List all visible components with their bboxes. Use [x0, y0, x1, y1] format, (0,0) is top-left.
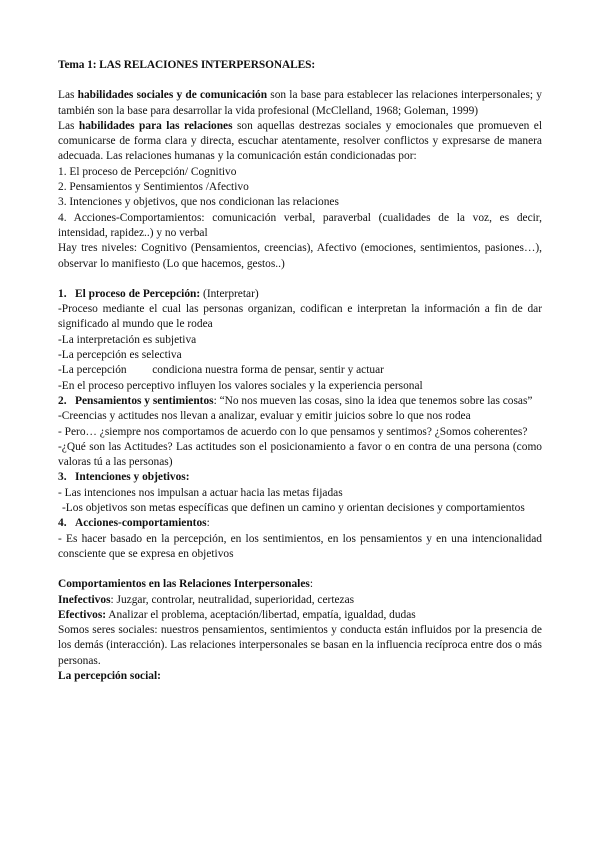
intro-paragraph-1: Las habilidades sociales y de comunicación son la base para establecer las relaciones interpersonales; y también son la base para desarrollar la vida profesional (McClelland, 1968; Goleman, 1999): [58, 89, 542, 117]
section-line: -La percepción es selectiva: [58, 349, 182, 362]
section-line: -La interpretación es subjetiva: [58, 333, 197, 346]
list-item: 4. Acciones-Comportamientos: comunicación verbal, paraverbal (cualidades de la voz, es decir, intensidad, rapidez..) y no verbal: [58, 211, 542, 239]
page-title: Tema 1: LAS RELACIONES INTERPERSONALES:: [58, 59, 316, 71]
comportamientos-heading: Comportamientos en las Relaciones Interpersonales:: [58, 578, 314, 591]
levels-paragraph: Hay tres niveles: Cognitivo (Pensamientos, creencias), Afectivo (emociones, sentimientos, pasiones…), observar lo manifiesto (Lo que hacemos, gestos..): [58, 242, 542, 270]
section-line: -Los objetivos son metas específicas que definen un camino y orientan decisiones y comportamientos: [62, 502, 525, 515]
section-line: -La percepción condiciona nuestra forma de pensar, sentir y actuar: [58, 364, 384, 377]
section-heading-4: 4. Acciones-comportamientos:: [58, 517, 210, 530]
section-line: -Proceso mediante el cual las personas organizan, codifican e interpretan la información a fin de dar significado al mundo que le rodea: [58, 303, 542, 331]
list-item: 2. Pensamientos y Sentimientos /Afectivo: [58, 181, 249, 194]
section-line: - Es hacer basado en la percepción, en los sentimientos, en los pensamientos y en una intencionalidad consciente que se expresa en objetivos: [58, 532, 542, 560]
section-line: -En el proceso perceptivo influyen los valores sociales y la experiencia personal: [58, 379, 423, 392]
section-line: - Pero… ¿siempre nos comportamos de acuerdo con lo que pensamos y sentimos? ¿Somos coherentes?: [58, 425, 528, 438]
bold-term: habilidades sociales y de comunicación: [77, 89, 268, 102]
inefectivos-line: Inefectivos: Juzgar, controlar, neutralidad, superioridad, certezas: [58, 593, 355, 606]
intro-paragraph-2: Las habilidades para las relaciones son aquellas destrezas sociales y emocionales que promueven el comunicarse de forma clara y directa, escuchar atentamente, resolver conflictos y expresarse de manera adecuada. Las relaciones humanas y la comunicación están condicionadas por:: [58, 119, 542, 163]
section-heading-1: 1. El proceso de Percepción: (Interpretar): [58, 287, 259, 300]
efectivos-line: Efectivos: Analizar el problema, aceptación/libertad, empatía, igualdad, dudas: [58, 608, 416, 621]
section-heading-3: 3. Intenciones y objetivos:: [58, 471, 190, 484]
bold-term: habilidades para las relaciones: [78, 119, 233, 132]
section-heading-2: 2. Pensamientos y sentimientos: “No nos mueven las cosas, sino la idea que tenemos sobre las cosas”: [58, 394, 533, 407]
social-paragraph: Somos seres sociales: nuestros pensamientos, sentimientos y conducta están influidos por la presencia de los demás (interacción). Las relaciones interpersonales se basan en la influencia recíproca entre dos o más personas.: [58, 624, 542, 667]
list-item: 3. Intenciones y objetivos, que nos condicionan las relaciones: [58, 196, 339, 209]
perception-heading: La percepción social:: [58, 669, 161, 682]
section-line: -¿Qué son las Actitudes? Las actitudes son el posicionamiento a favor o en contra de una persona (como valoras tú a las personas): [58, 440, 542, 469]
section-line: -Creencias y actitudes nos llevan a analizar, evaluar y emitir juicios sobre lo que nos rodea: [58, 410, 471, 423]
section-line: - Las intenciones nos impulsan a actuar hacia las metas fijadas: [58, 486, 343, 499]
list-item: 1. El proceso de Percepción/ Cognitivo: [58, 165, 237, 178]
